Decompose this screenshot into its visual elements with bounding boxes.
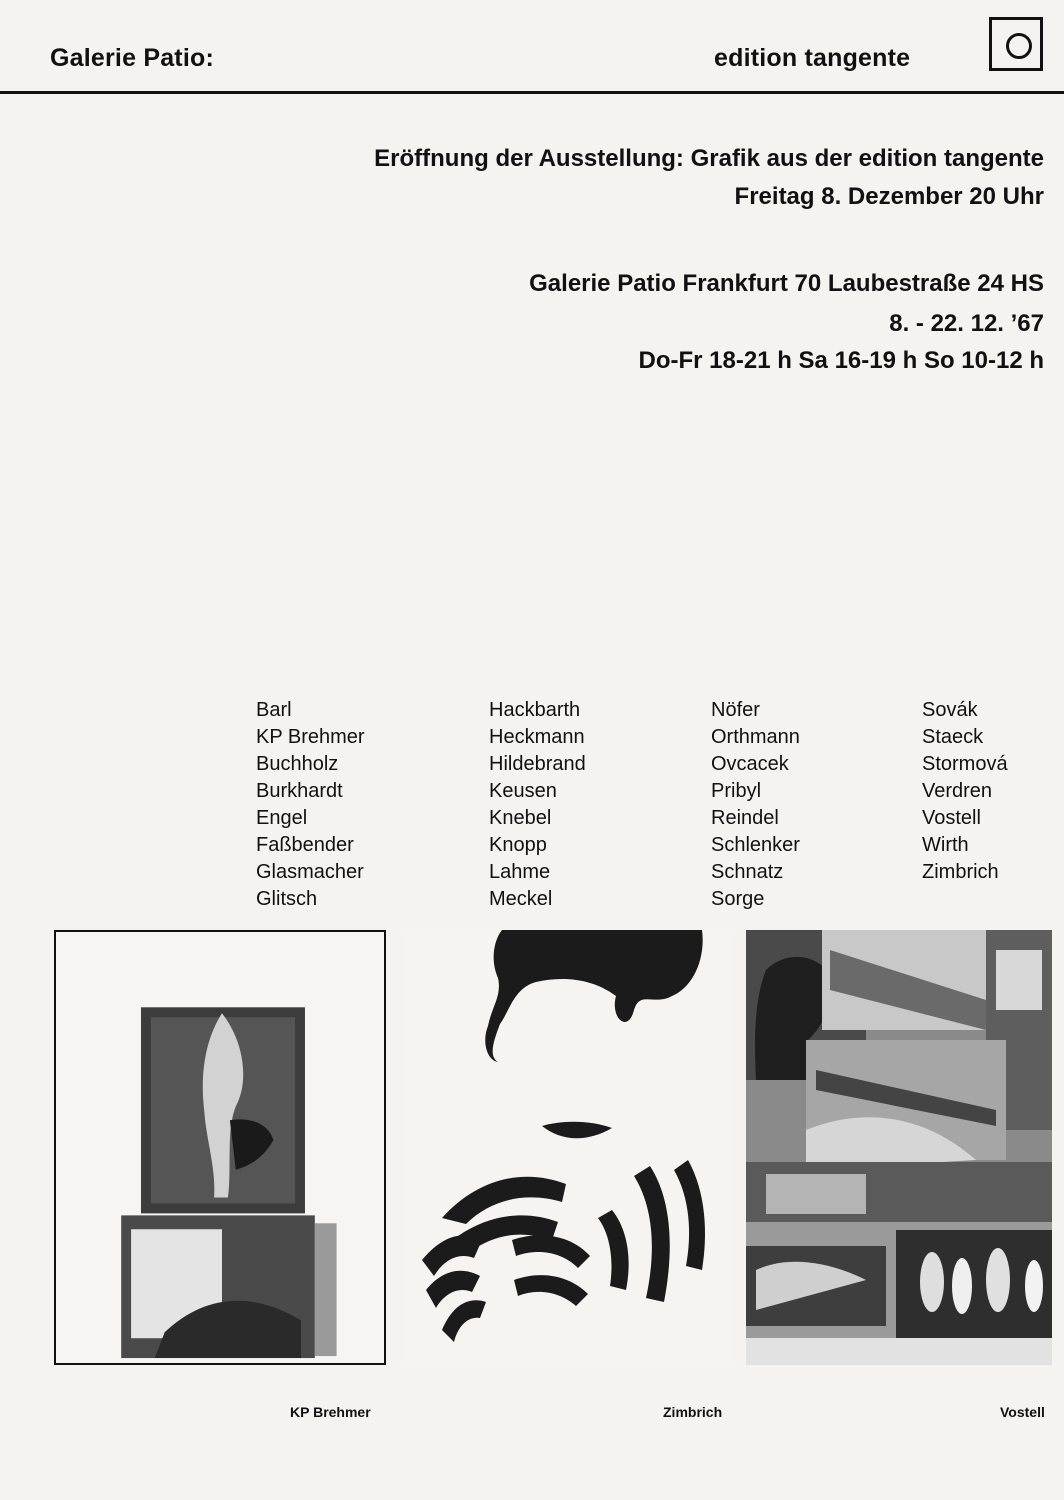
artwork-collage-vostell bbox=[746, 930, 1052, 1365]
artist-name: Verdren bbox=[922, 780, 993, 802]
artist-list-column-4 bbox=[922, 697, 1008, 886]
gallery-address: Galerie Patio Frankfurt 70 Laubestraße 24 HS bbox=[529, 270, 1044, 297]
artist-name: Reindel bbox=[711, 807, 779, 829]
artist-name: Vostell bbox=[922, 807, 981, 829]
artist-list-column-3 bbox=[711, 697, 800, 913]
artist-name: Pribyl bbox=[711, 780, 762, 802]
artist-list-column-2 bbox=[489, 697, 586, 913]
artist-name: Nöfer bbox=[711, 699, 760, 721]
artist-name: Barl bbox=[256, 699, 292, 721]
artist-name: Wirth bbox=[922, 834, 969, 856]
artist-name: Glasmacher bbox=[256, 861, 364, 883]
opening-hours: Do-Fr 18-21 h Sa 16-19 h So 10-12 h bbox=[638, 347, 1044, 374]
artist-name: Engel bbox=[256, 807, 308, 829]
artist-list-column-1 bbox=[256, 697, 365, 913]
opening-title: Eröffnung der Ausstellung: Grafik aus der edition tangente bbox=[374, 145, 1044, 172]
artist-name: Schlenker bbox=[711, 834, 800, 856]
artist-name: Hackbarth bbox=[489, 699, 581, 721]
artist-name: Zimbrich bbox=[922, 861, 999, 883]
artist-name: Orthmann bbox=[711, 726, 800, 748]
artist-name: Faßbender bbox=[256, 834, 354, 856]
artist-name: Meckel bbox=[489, 888, 553, 910]
artist-name: Burkhardt bbox=[256, 780, 343, 802]
artist-name: Sovák bbox=[922, 699, 978, 721]
artist-name: Lahme bbox=[489, 861, 551, 883]
artist-name: KP Brehmer bbox=[256, 726, 365, 748]
artwork-collage-brehmer bbox=[54, 930, 386, 1365]
artwork-print-zimbrich bbox=[402, 930, 734, 1365]
artist-name: Stormová bbox=[922, 753, 1008, 775]
artist-name: Keusen bbox=[489, 780, 557, 802]
caption-vostell: Vostell bbox=[1000, 1404, 1045, 1420]
artist-name: Sorge bbox=[711, 888, 765, 910]
artist-name: Staeck bbox=[922, 726, 984, 748]
caption-brehmer: KP Brehmer bbox=[290, 1404, 371, 1420]
artist-name: Glitsch bbox=[256, 888, 318, 910]
opening-date: Freitag 8. Dezember 20 Uhr bbox=[734, 183, 1044, 210]
exhibition-dates: 8. - 22. 12. ’67 bbox=[889, 310, 1044, 337]
caption-zimbrich: Zimbrich bbox=[663, 1404, 723, 1420]
artist-name: Ovcacek bbox=[711, 753, 789, 775]
header-rule bbox=[0, 91, 1064, 94]
artist-name: Schnatz bbox=[711, 861, 784, 883]
edition-name: edition tangente bbox=[714, 44, 911, 72]
artist-name: Knebel bbox=[489, 807, 552, 829]
artist-name: Buchholz bbox=[256, 753, 339, 775]
edition-logo-icon bbox=[989, 17, 1043, 71]
artist-name: Heckmann bbox=[489, 726, 585, 748]
artist-name: Knopp bbox=[489, 834, 547, 856]
gallery-name: Galerie Patio: bbox=[50, 44, 214, 72]
artist-name: Hildebrand bbox=[489, 753, 586, 775]
